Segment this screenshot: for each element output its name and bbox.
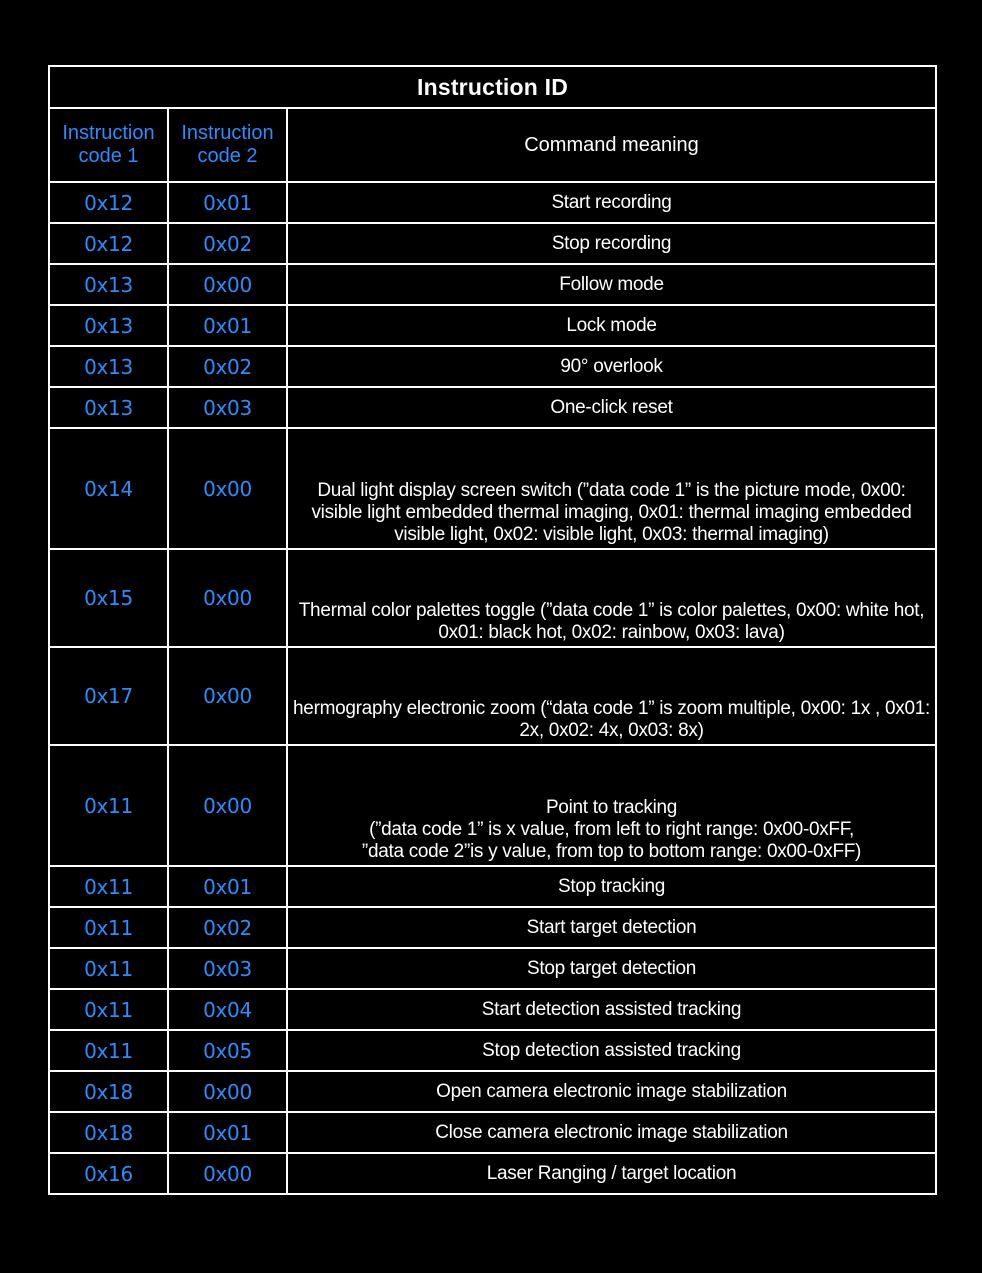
- table-row: [49, 1112, 936, 1153]
- instruction-code-2-cell: 0x00: [168, 549, 287, 647]
- command-meaning-cell: Start detection assisted tracking: [287, 989, 936, 1030]
- instruction-code-2-cell: 0x00: [168, 745, 287, 866]
- command-meaning-cell: 90° overlook: [287, 346, 936, 387]
- command-meaning-cell: Open camera electronic image stabilization: [287, 1071, 936, 1112]
- command-meaning-cell: Stop detection assisted tracking: [287, 1030, 936, 1071]
- header-row: [49, 108, 936, 182]
- command-meaning-cell: Start target detection: [287, 907, 936, 948]
- instruction-code-2-cell: 0x01: [168, 182, 287, 223]
- table-row: [49, 907, 936, 948]
- table-row: [49, 989, 936, 1030]
- instruction-code-1-cell: 0x11: [49, 948, 168, 989]
- title-row: [49, 66, 936, 108]
- table-row: [49, 305, 936, 346]
- instruction-code-2-cell: 0x00: [168, 647, 287, 745]
- table-row: [49, 182, 936, 223]
- instruction-code-2-cell: 0x01: [168, 305, 287, 346]
- instruction-code-1-cell: 0x11: [49, 1030, 168, 1071]
- table-row: [49, 1153, 936, 1194]
- table-row: [49, 1071, 936, 1112]
- command-meaning-cell: Start recording: [287, 182, 936, 223]
- command-meaning-cell: Stop recording: [287, 223, 936, 264]
- instruction-code-2-cell: 0x02: [168, 346, 287, 387]
- instruction-code-1-cell: 0x17: [49, 647, 168, 745]
- command-meaning-line: ”data code 2”is y value, from top to bottom range: 0x00-0xFF): [361, 841, 862, 862]
- table-title: Instruction ID: [49, 66, 936, 108]
- command-meaning-cell: Thermal color palettes toggle (”data code 1” is color palettes, 0x00: white hot, 0x01: black hot, 0x02: rainbow, 0x03: lava): [287, 549, 936, 647]
- table-row: [49, 866, 936, 907]
- command-meaning-cell: Stop tracking: [287, 866, 936, 907]
- command-meaning-cell: hermography electronic zoom (“data code 1” is zoom multiple, 0x00: 1x , 0x01: 2x, 0x02: 4x, 0x03: 8x): [287, 647, 936, 745]
- instruction-code-1-cell: 0x11: [49, 866, 168, 907]
- instruction-code-2-cell: 0x01: [168, 866, 287, 907]
- instruction-code-1-cell: 0x15: [49, 549, 168, 647]
- instruction-code-1-cell: 0x13: [49, 387, 168, 428]
- instruction-code-2-cell: 0x03: [168, 948, 287, 989]
- command-meaning-cell: Close camera electronic image stabilization: [287, 1112, 936, 1153]
- instruction-code-2-cell: 0x04: [168, 989, 287, 1030]
- instruction-code-2-cell: 0x00: [168, 1153, 287, 1194]
- instruction-code-1-cell: 0x14: [49, 428, 168, 549]
- table-row: [49, 346, 936, 387]
- instruction-code-1-cell: 0x12: [49, 223, 168, 264]
- table-row: [49, 223, 936, 264]
- table-row: [49, 745, 936, 866]
- table-row: [49, 948, 936, 989]
- instruction-code-2-cell: 0x00: [168, 428, 287, 549]
- instruction-code-2-cell: 0x02: [168, 223, 287, 264]
- command-meaning-line: Point to tracking: [545, 797, 678, 818]
- instruction-code-1-cell: 0x18: [49, 1112, 168, 1153]
- instruction-code-1-cell: 0x18: [49, 1071, 168, 1112]
- table-row: [49, 264, 936, 305]
- instruction-code-2-cell: 0x00: [168, 1071, 287, 1112]
- header-instruction-code-1: Instruction code 1: [49, 108, 168, 182]
- instruction-code-2-cell: 0x00: [168, 264, 287, 305]
- instruction-code-2-cell: 0x01: [168, 1112, 287, 1153]
- command-meaning-cell: Laser Ranging / target location: [287, 1153, 936, 1194]
- table-row: [49, 647, 936, 745]
- instruction-code-1-cell: 0x13: [49, 264, 168, 305]
- instruction-code-1-cell: 0x13: [49, 346, 168, 387]
- instruction-id-table: [48, 65, 937, 1195]
- table-row: [49, 1030, 936, 1071]
- table-row: [49, 387, 936, 428]
- command-meaning-line: (”data code 1” is x value, from left to right range: 0x00-0xFF,: [369, 819, 854, 840]
- table-row: [49, 428, 936, 549]
- command-meaning-cell: Follow mode: [287, 264, 936, 305]
- command-meaning-cell: Lock mode: [287, 305, 936, 346]
- header-command-meaning: Command meaning: [287, 108, 936, 182]
- command-meaning-cell: Stop target detection: [287, 948, 936, 989]
- instruction-code-2-cell: 0x05: [168, 1030, 287, 1071]
- command-meaning-cell: [287, 745, 936, 866]
- instruction-code-1-cell: 0x16: [49, 1153, 168, 1194]
- instruction-code-2-cell: 0x02: [168, 907, 287, 948]
- table-row: [49, 549, 936, 647]
- instruction-code-1-cell: 0x13: [49, 305, 168, 346]
- instruction-code-1-cell: 0x11: [49, 989, 168, 1030]
- command-meaning-cell: Dual light display screen switch (”data code 1” is the picture mode, 0x00: visible light embedded thermal imaging, 0x01: thermal imaging embedded visible light, 0x02: visible light, 0x03: thermal imaging): [287, 428, 936, 549]
- command-meaning-cell: One-click reset: [287, 387, 936, 428]
- instruction-code-1-cell: 0x12: [49, 182, 168, 223]
- header-instruction-code-2: Instruction code 2: [168, 108, 287, 182]
- instruction-code-1-cell: 0x11: [49, 745, 168, 866]
- instruction-code-2-cell: 0x03: [168, 387, 287, 428]
- instruction-code-1-cell: 0x11: [49, 907, 168, 948]
